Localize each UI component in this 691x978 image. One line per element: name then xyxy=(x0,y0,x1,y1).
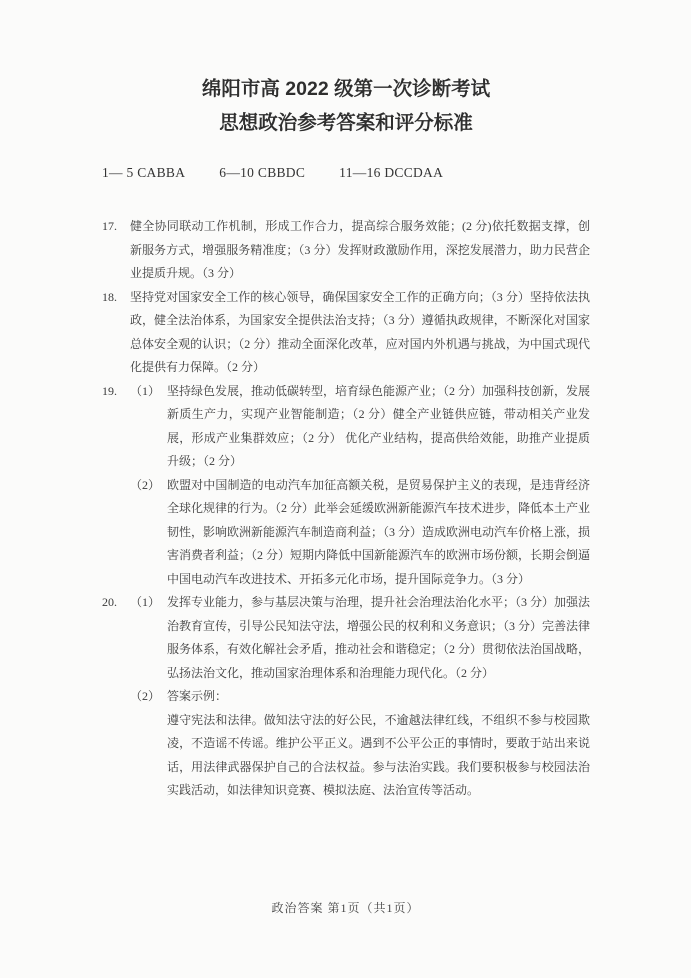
item-20-subitems xyxy=(130,591,590,803)
multiple-choice-answers xyxy=(102,164,590,182)
answer-item-20-2 xyxy=(130,685,590,803)
item-17-number: 17. xyxy=(102,219,117,233)
item-20-2-example-body: 遵守宪法和法律。做知法守法的好公民，不逾越法律红线，不组织不参与校园欺凌，不造谣不传谣。维护公平正义。遇到不公平公正的事情时，要敢于站出来说话，用法律武器保护自己的合法权益。参与法治实践。我们要积极参与校园法治实践活动，如法律知识竞赛、模拟法庭、法治宣传等活动。 xyxy=(167,712,590,797)
item-20-2-example-lead: 答案示例： xyxy=(167,689,228,703)
item-20-2-label: （2） xyxy=(130,689,161,703)
answer-item-20-1 xyxy=(130,591,590,685)
item-19-1-text: 坚持绿色发展，推动低碳转型，培育绿色能源产业；（2 分）加强科技创新，发展新质生产力，实现产业智能制造；（2 分）健全产业链供应链，带动相关产业发展，形成产业集群效应；（2 分） 优化产业结构，提高供给效能，助推产业提质升级；（2 分） xyxy=(167,383,591,468)
item-20-1-label: （1） xyxy=(130,595,161,609)
answer-items xyxy=(102,215,590,803)
item-19-2-label: （2） xyxy=(130,477,161,492)
item-19-number: 19. xyxy=(102,383,117,398)
exam-subtitle: 思想政治参考答案和评分标准 xyxy=(219,112,473,134)
page-footer: 政治答案 第1页（共1页） xyxy=(271,901,420,915)
item-20-2-text xyxy=(167,685,590,803)
answers-group-11-16: 11—16 DCCDAA xyxy=(339,165,444,180)
answer-item-18 xyxy=(102,286,590,380)
item-20-number: 20. xyxy=(102,595,117,609)
answer-item-20 xyxy=(102,591,590,803)
answer-item-19-2 xyxy=(130,474,590,592)
item-20-1-text: 发挥专业能力，参与基层决策与治理，提升社会治理法治化水平；（3 分）加强法治教育宣传，引导公民知法守法，增强公民的权利和义务意识；（3 分）完善法律服务体系，有效化解社会矛盾，推动社会和谐稳定；（2 分）贯彻依法治国战略，弘扬法治文化，推动国家治理体系和治理能力现代化。（2 分） xyxy=(167,595,591,680)
answer-item-17 xyxy=(102,215,590,286)
exam-title: 绵阳市高 2022 级第一次诊断考试 xyxy=(201,78,491,100)
item-17-text: 健全协同联动工作机制，形成工作合力，提高综合服务效能；(2 分)依托数据支撑，创新服务方式，增强服务精准度；（3 分）发挥财政激励作用，深挖发展潜力，助力民营企业提质升规。（3 分） xyxy=(130,219,590,280)
answer-item-19-1 xyxy=(130,380,590,474)
page-title xyxy=(102,72,590,140)
answers-group-6-10: 6—10 CBBDC xyxy=(219,165,306,180)
item-18-number: 18. xyxy=(102,289,117,304)
item-19-subitems xyxy=(130,380,590,592)
item-19-2-text: 欧盟对中国制造的电动汽车加征高额关税，是贸易保护主义的表现，是违背经济全球化规律的行为。（2 分）此举会延缓欧洲新能源汽车技术进步，降低本土产业韧性，影响欧洲新能源汽车制造商利益；（3 分）造成欧洲电动汽车价格上涨，损害消费者利益；（2 分）短期内降低中国新能源汽车的欧洲市场份额，长期会倒逼中国电动汽车改进技术、开拓多元化市场，提升国际竞争力。（3 分） xyxy=(167,477,591,586)
answer-item-19 xyxy=(102,380,590,592)
answers-group-1-5: 1— 5 CABBA xyxy=(102,165,186,180)
item-19-1-label: （1） xyxy=(130,383,161,398)
item-18-text: 坚持党对国家安全工作的核心领导，确保国家安全工作的正确方向；（3 分）坚持依法执政，健全法治体系，为国家安全提供法治支持；（3 分）遵循执政规律，不断深化对国家总体安全观的认识；（2 分）推动全面深化改革，应对国内外机遇与挑战，为中国式现代化提供有力保障。（2 分） xyxy=(130,289,590,374)
